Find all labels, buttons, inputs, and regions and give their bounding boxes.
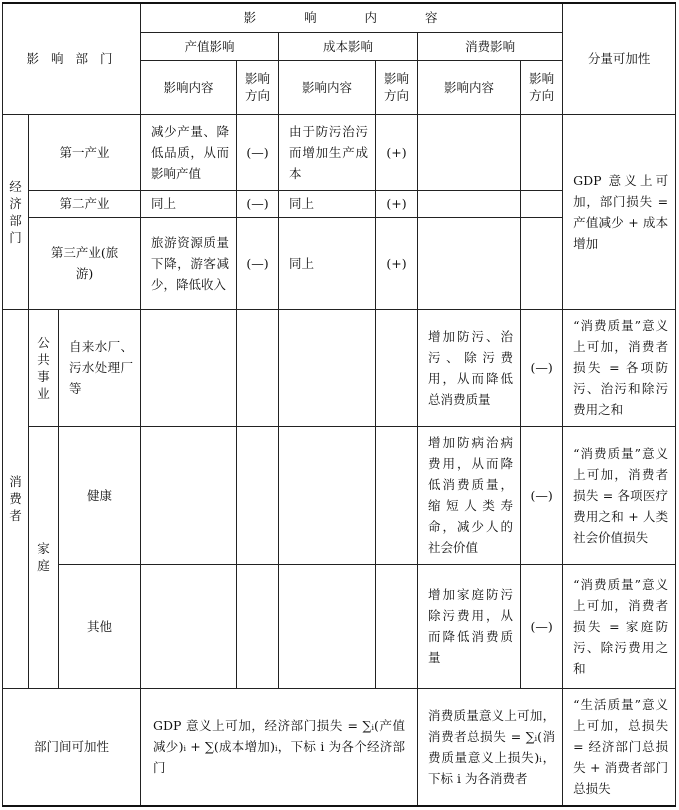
consumption-content-cell: 增加防病治病费用，从而降低消费质量，缩短人类寿命，减少人的社会价值 [418,426,521,564]
output-direction-cell [237,309,279,426]
output-direction-cell [237,564,279,688]
output-content-cell: 减少产量、降低品质，从而影响产值 [141,114,237,190]
header-influence-sector: 影 响 部 门 [3,3,141,114]
output-content-cell: 同上 [141,190,237,217]
public-utility-label: 公共事业 [29,309,59,426]
header-output-content: 影响内容 [141,60,237,114]
header-additivity: 分量可加性 [563,3,676,114]
cost-content-cell [279,564,376,688]
cross-sector-label: 部门间可加性 [3,688,141,806]
economic-additivity-cell: GDP 意义上可加，部门损失 = 产值减少 + 成本增加 [563,114,676,309]
header-output-effect: 产值影响 [141,32,279,60]
consumption-direction-cell [521,190,563,217]
consumer-group-label: 消费者 [3,309,29,688]
impact-table [2,2,676,807]
cost-direction-cell [376,309,418,426]
header-consumption-content: 影响内容 [418,60,521,114]
cost-content-cell: 同上 [279,190,376,217]
header-output-direction: 影响方向 [237,60,279,114]
header-influence-content: 影 响 内 容 [141,3,563,32]
output-content-cell [141,309,237,426]
public-additivity-cell: “消费质量”意义上可加，消费者损失 = 各项防污、治污和除污费用之和 [563,309,676,426]
output-direction-cell: (—) [237,190,279,217]
header-cost-content: 影响内容 [279,60,376,114]
cost-direction-cell: (+) [376,190,418,217]
economic-row-name: 第一产业 [29,114,141,190]
cost-direction-cell: (+) [376,217,418,309]
cost-content-cell: 同上 [279,217,376,309]
public-utility-name: 自来水厂、污水处理厂等 [59,309,141,426]
economic-group-label: 经济部门 [3,114,29,309]
consumption-content-cell: 增加防污、治污、除污费用，从而降低总消费质量 [418,309,521,426]
cost-content-cell [279,426,376,564]
header-consumption-effect: 消费影响 [418,32,563,60]
cross-consumer-text: 消费质量意义上可加，消费者总损失 = ∑ᵢ(消费质量意义上损失)ᵢ，下标 i 为各消费者 [418,688,563,806]
impact-table-container [2,2,675,807]
header-consumption-direction: 影响方向 [521,60,563,114]
health-name: 健康 [59,426,141,564]
cross-total-text: “生活质量”意义上可加，总损失 = 经济部门总损失 + 消费者部门总损失 [563,688,676,806]
other-name: 其他 [59,564,141,688]
cost-direction-cell: (+) [376,114,418,190]
cost-content-cell: 由于防污治污而增加生产成本 [279,114,376,190]
consumption-content-cell [418,217,521,309]
household-label: 家庭 [29,426,59,688]
output-direction-cell: (—) [237,114,279,190]
consumption-content-cell [418,114,521,190]
output-content-cell: 旅游资源质量下降，游客减少，降低收入 [141,217,237,309]
consumption-content-cell: 增加家庭防污除污费用，从而降低消费质量 [418,564,521,688]
consumption-content-cell [418,190,521,217]
health-additivity-cell: “消费质量”意义上可加，消费者损失 = 各项医疗费用之和 + 人类社会价值损失 [563,426,676,564]
cost-direction-cell [376,564,418,688]
output-direction-cell: (—) [237,217,279,309]
cost-direction-cell [376,426,418,564]
output-content-cell [141,564,237,688]
consumption-direction-cell: (—) [521,426,563,564]
cross-economic-text: GDP 意义上可加，经济部门损失 = ∑ᵢ(产值减少)ᵢ + ∑(成本增加)ᵢ，下标 i 为各个经济部门 [141,688,418,806]
consumption-direction-cell: (—) [521,309,563,426]
consumption-direction-cell: (—) [521,564,563,688]
header-cost-direction: 影响方向 [376,60,418,114]
header-cost-effect: 成本影响 [279,32,418,60]
consumption-direction-cell [521,114,563,190]
economic-row-name: 第二产业 [29,190,141,217]
output-direction-cell [237,426,279,564]
consumption-direction-cell [521,217,563,309]
cost-content-cell [279,309,376,426]
economic-row-name: 第三产业(旅游) [29,217,141,309]
output-content-cell [141,426,237,564]
other-additivity-cell: “消费质量”意义上可加，消费者损失 = 家庭防污、除污费用之和 [563,564,676,688]
